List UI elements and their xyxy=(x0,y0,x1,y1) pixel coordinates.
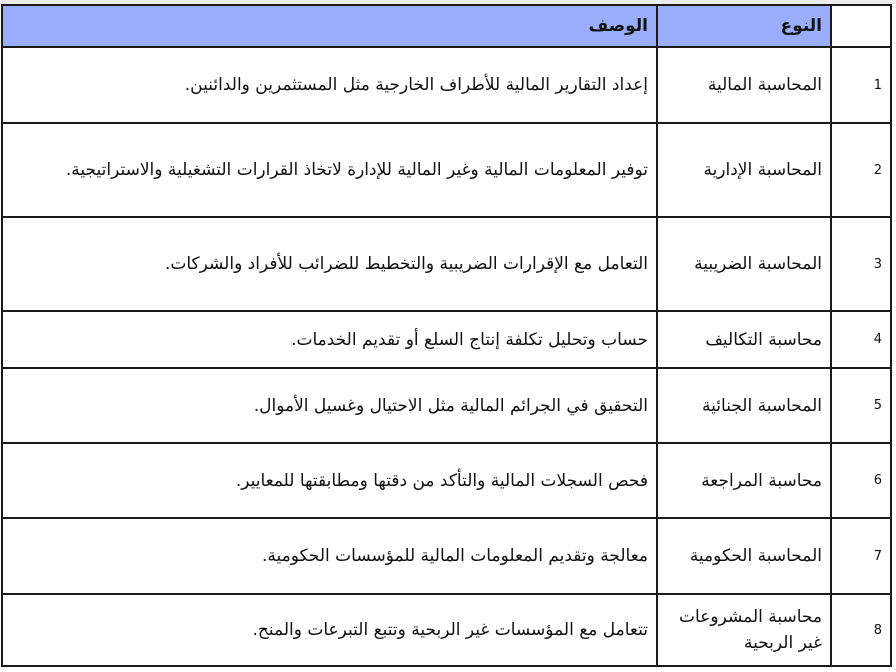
table-row xyxy=(2,47,891,123)
row-index: 8 xyxy=(831,594,891,666)
row-index: 6 xyxy=(831,443,891,518)
table-row xyxy=(2,518,891,594)
row-type: المحاسبة المالية xyxy=(657,47,831,123)
row-description: توفير المعلومات المالية وغير المالية للإدارة لاتخاذ القرارات التشغيلية والاستراتيجية. xyxy=(2,123,657,217)
row-type: محاسبة المشروعات غير الربحية xyxy=(657,594,831,666)
row-index: 4 xyxy=(831,311,891,368)
row-description: التعامل مع الإقرارات الضريبية والتخطيط للضرائب للأفراد والشركات. xyxy=(2,217,657,311)
table-row xyxy=(2,217,891,311)
row-description: حساب وتحليل تكلفة إنتاج السلع أو تقديم الخدمات. xyxy=(2,311,657,368)
row-index: 3 xyxy=(831,217,891,311)
row-index: 1 xyxy=(831,47,891,123)
row-type: محاسبة المراجعة xyxy=(657,443,831,518)
row-description: التحقيق في الجرائم المالية مثل الاحتيال وغسيل الأموال. xyxy=(2,368,657,443)
row-type: المحاسبة الضريبية xyxy=(657,217,831,311)
row-description: إعداد التقارير المالية للأطراف الخارجية مثل المستثمرين والدائنين. xyxy=(2,47,657,123)
row-type: المحاسبة الإدارية xyxy=(657,123,831,217)
table-row xyxy=(2,443,891,518)
header-row xyxy=(2,5,891,47)
row-index: 7 xyxy=(831,518,891,594)
row-index: 5 xyxy=(831,368,891,443)
table-row xyxy=(2,368,891,443)
row-type: محاسبة التكاليف xyxy=(657,311,831,368)
row-type: المحاسبة الجنائية xyxy=(657,368,831,443)
accounting-types-table xyxy=(1,4,892,667)
row-description: فحص السجلات المالية والتأكد من دقتها ومطابقتها للمعايير. xyxy=(2,443,657,518)
table-row xyxy=(2,594,891,666)
table-row xyxy=(2,123,891,217)
row-index: 2 xyxy=(831,123,891,217)
row-description: معالجة وتقديم المعلومات المالية للمؤسسات الحكومية. xyxy=(2,518,657,594)
header-index xyxy=(831,5,891,47)
row-description: تتعامل مع المؤسسات غير الربحية وتتبع التبرعات والمنح. xyxy=(2,594,657,666)
row-type: المحاسبة الحكومية xyxy=(657,518,831,594)
table-row xyxy=(2,311,891,368)
header-description: الوصف xyxy=(2,5,657,47)
header-type: النوع xyxy=(657,5,831,47)
